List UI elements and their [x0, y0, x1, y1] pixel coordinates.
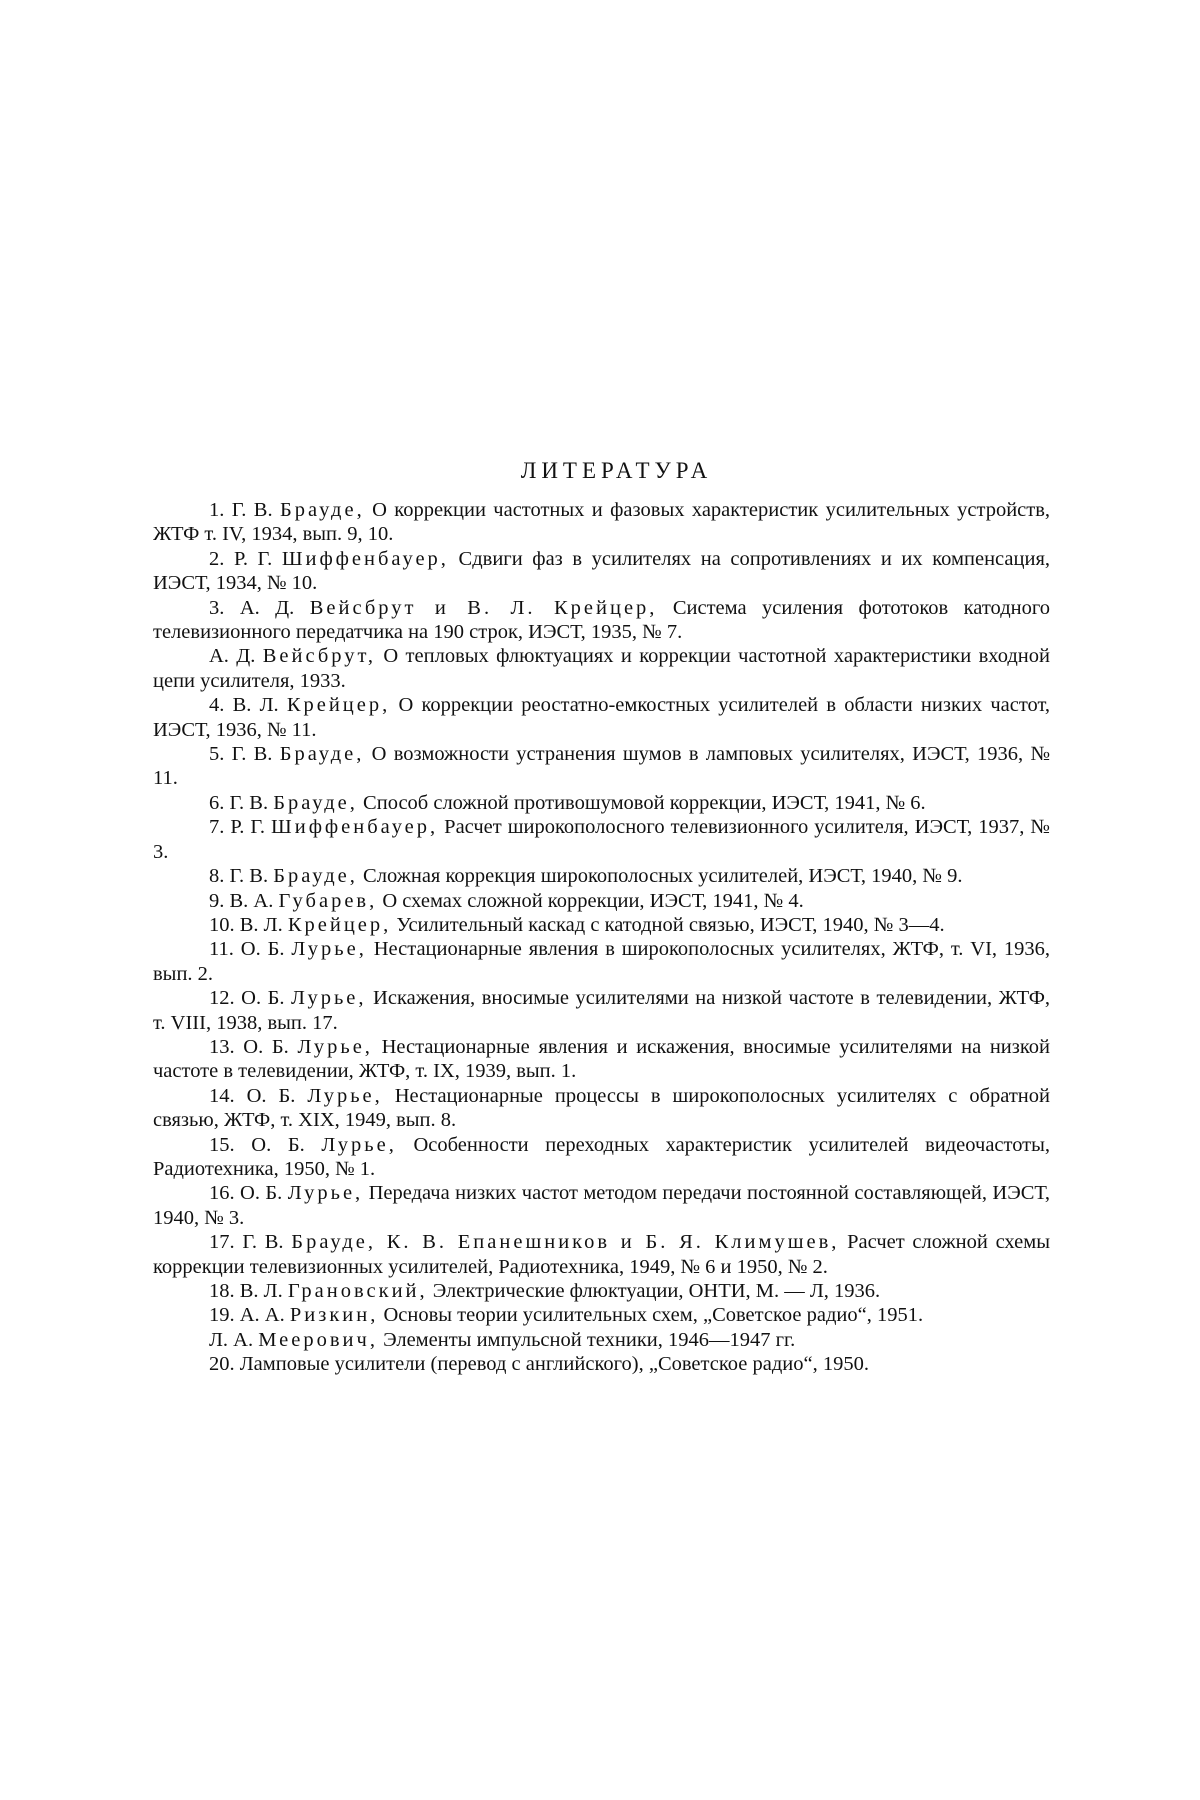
reference-initials: А. Д.: [209, 645, 255, 667]
reference-initials: Г. В.: [232, 499, 273, 521]
reference-number: 12.: [209, 987, 235, 1009]
reference-author: Меерович,: [258, 1329, 378, 1351]
reference-initials: А. Д.: [240, 597, 294, 619]
reference-number: 19.: [209, 1304, 235, 1326]
reference-number: 8.: [209, 865, 224, 887]
reference-author: Брауде, К. В. Епанешников и Б. Я. Климушев,: [291, 1231, 839, 1253]
reference-number: 1.: [209, 499, 224, 521]
reference-number: 10.: [209, 914, 235, 936]
reference-author: Лурье,: [307, 1085, 382, 1107]
reference-author: Шиффенбауер,: [282, 548, 449, 570]
reference-item: [153, 986, 1050, 1035]
reference-item: [153, 742, 1050, 791]
reference-text: Способ сложной противошумовой коррекции, ИЭСТ, 1941, № 6.: [363, 792, 926, 814]
reference-text: Усилительный каскад с катодной связью, ИЭСТ, 1940, № 3—4.: [396, 914, 944, 936]
reference-number: 7.: [209, 816, 224, 838]
reference-text: Особенности переходных характеристик усилителей видеочастоты, Радиотехника, 1950, № 1.: [153, 1134, 1050, 1180]
reference-initials: О. Б.: [251, 1134, 304, 1156]
reference-initials: Р. Г.: [234, 548, 272, 570]
reference-text: Нестационарные явления в широкополосных усилителях, ЖТФ, т. VI, 1936, вып. 2.: [153, 938, 1050, 984]
reference-author: Губарев,: [278, 890, 377, 912]
reference-author: Ризкин,: [290, 1304, 379, 1326]
reference-author: Лурье,: [291, 987, 366, 1009]
reference-item: [153, 913, 1050, 937]
reference-item: [153, 1303, 1050, 1327]
reference-text: Система усиления фототоков катодного телевизионного передатчика на 190 строк, ИЭСТ, 1935, № 7.: [153, 597, 1050, 643]
reference-text: О возможности устранения шумов в ламповых усилителях, ИЭСТ, 1936, № 11.: [153, 743, 1050, 789]
reference-text: Расчет сложной схемы коррекции телевизионных усилителей, Радиотехника, 1949, № 6 и 1950, № 2.: [153, 1231, 1050, 1277]
reference-initials: Л. А.: [209, 1329, 253, 1351]
reference-item: [153, 791, 1050, 815]
reference-text: Ламповые усилители (перевод с английского), „Советское радио“, 1950.: [240, 1353, 869, 1375]
reference-author: Брауде,: [280, 499, 365, 521]
reference-number: 5.: [209, 743, 224, 765]
reference-item: [153, 1328, 1050, 1352]
reference-item: [153, 1035, 1050, 1084]
reference-author: Вейсбрут,: [263, 645, 376, 667]
reference-initials: О. Б.: [243, 1036, 289, 1058]
reference-item: [153, 644, 1050, 693]
reference-item: [153, 937, 1050, 986]
reference-number: 2.: [209, 548, 224, 570]
reference-number: 14.: [209, 1085, 235, 1107]
reference-author: Брауде,: [280, 743, 365, 765]
reference-author: Лурье,: [321, 1134, 396, 1156]
reference-number: 18.: [209, 1280, 235, 1302]
reference-item: [153, 547, 1050, 596]
reference-item: [153, 1230, 1050, 1279]
reference-item: [153, 1279, 1050, 1303]
reference-text: О коррекции частотных и фазовых характеристик усилительных устройств, ЖТФ т. IV, 1934, вып. 9, 10.: [153, 499, 1050, 545]
reference-author: Лурье,: [291, 938, 366, 960]
reference-initials: О. Б.: [240, 1182, 282, 1204]
reference-number: 9.: [209, 890, 224, 912]
reference-initials: О. Б.: [241, 987, 284, 1009]
reference-number: 20.: [209, 1353, 235, 1375]
reference-text: Искажения, вносимые усилителями на низкой частоте в телевидении, ЖТФ, т. VIII, 1938, вып. 17.: [153, 987, 1050, 1033]
reference-item: [153, 498, 1050, 547]
reference-text: Сложная коррекция широкополосных усилителей, ИЭСТ, 1940, № 9.: [363, 865, 962, 887]
reference-item: [153, 864, 1050, 888]
reference-initials: Г. В.: [230, 865, 269, 887]
reference-author: Крейцер,: [287, 694, 390, 716]
reference-text: Элементы импульсной техники, 1946—1947 гг.: [383, 1329, 795, 1351]
reference-item: [153, 1133, 1050, 1182]
reference-author: Крейцер,: [288, 914, 391, 936]
reference-item: [153, 1084, 1050, 1133]
reference-number: 13.: [209, 1036, 235, 1058]
reference-author: Лурье,: [288, 1182, 363, 1204]
reference-author: Брауде,: [273, 865, 358, 887]
reference-author: Шиффенбауер,: [271, 816, 438, 838]
reference-text: Сдвиги фаз в усилителях на сопротивлениях и их компенсация, ИЭСТ, 1934, № 10.: [153, 548, 1050, 594]
reference-text: Нестационарные явления и искажения, вносимые усилителями на низкой частоте в телевидении, ЖТФ, т. IX, 1939, вып. 1.: [153, 1036, 1050, 1082]
reference-number: 16.: [209, 1182, 235, 1204]
reference-number: 3.: [209, 597, 224, 619]
reference-text: Основы теории усилительных схем, „Советское радио“, 1951.: [383, 1304, 923, 1326]
reference-initials: Г. В.: [230, 792, 269, 814]
reference-text: О схемах сложной коррекции, ИЭСТ, 1941, № 4.: [382, 890, 803, 912]
reference-initials: В. Л.: [240, 914, 283, 936]
reference-author: Брауде,: [273, 792, 358, 814]
reference-initials: О. Б.: [241, 938, 285, 960]
reference-number: 11.: [209, 938, 234, 960]
reference-item: [153, 889, 1050, 913]
reference-number: 6.: [209, 792, 224, 814]
page-title: ЛИТЕРАТУРА: [153, 458, 1050, 484]
bibliography-page: [153, 458, 1050, 1377]
reference-author: Грановский,: [288, 1280, 428, 1302]
reference-text: О коррекции реостатно-емкостных усилителей в области низких частот, ИЭСТ, 1936, № 11.: [153, 694, 1050, 740]
reference-item: [153, 596, 1050, 645]
reference-text: Нестационарные процессы в широкополосных усилителях с обратной связью, ЖТФ, т. XIX, 1949, вып. 8.: [153, 1085, 1050, 1131]
reference-item: [153, 693, 1050, 742]
reference-initials: Р. Г.: [230, 816, 265, 838]
reference-author: Лурье,: [297, 1036, 372, 1058]
reference-item: [153, 1181, 1050, 1230]
reference-author: Вейсбрут и В. Л. Крейцер,: [310, 597, 658, 619]
reference-initials: Г. В.: [232, 743, 273, 765]
reference-number: 17.: [209, 1231, 235, 1253]
reference-list: [153, 498, 1050, 1377]
reference-text: Расчет широкополосного телевизионного усилителя, ИЭСТ, 1937, № 3.: [153, 816, 1050, 862]
reference-number: 4.: [209, 694, 224, 716]
reference-text: О тепловых флюктуациях и коррекции частотной характеристики входной цепи усилителя, 1933.: [153, 645, 1050, 691]
reference-initials: О. Б.: [247, 1085, 296, 1107]
reference-number: 15.: [209, 1134, 235, 1156]
reference-text: Передача низких частот методом передачи постоянной составляющей, ИЭСТ, 1940, № 3.: [153, 1182, 1050, 1228]
reference-item: [153, 815, 1050, 864]
reference-initials: Г. В.: [242, 1231, 283, 1253]
reference-text: Электрические флюктуации, ОНТИ, М. — Л, 1936.: [433, 1280, 880, 1302]
reference-item: [153, 1352, 1050, 1376]
reference-initials: А. А.: [240, 1304, 285, 1326]
reference-initials: В. А.: [230, 890, 274, 912]
reference-initials: В. Л.: [233, 694, 279, 716]
reference-initials: В. Л.: [240, 1280, 283, 1302]
